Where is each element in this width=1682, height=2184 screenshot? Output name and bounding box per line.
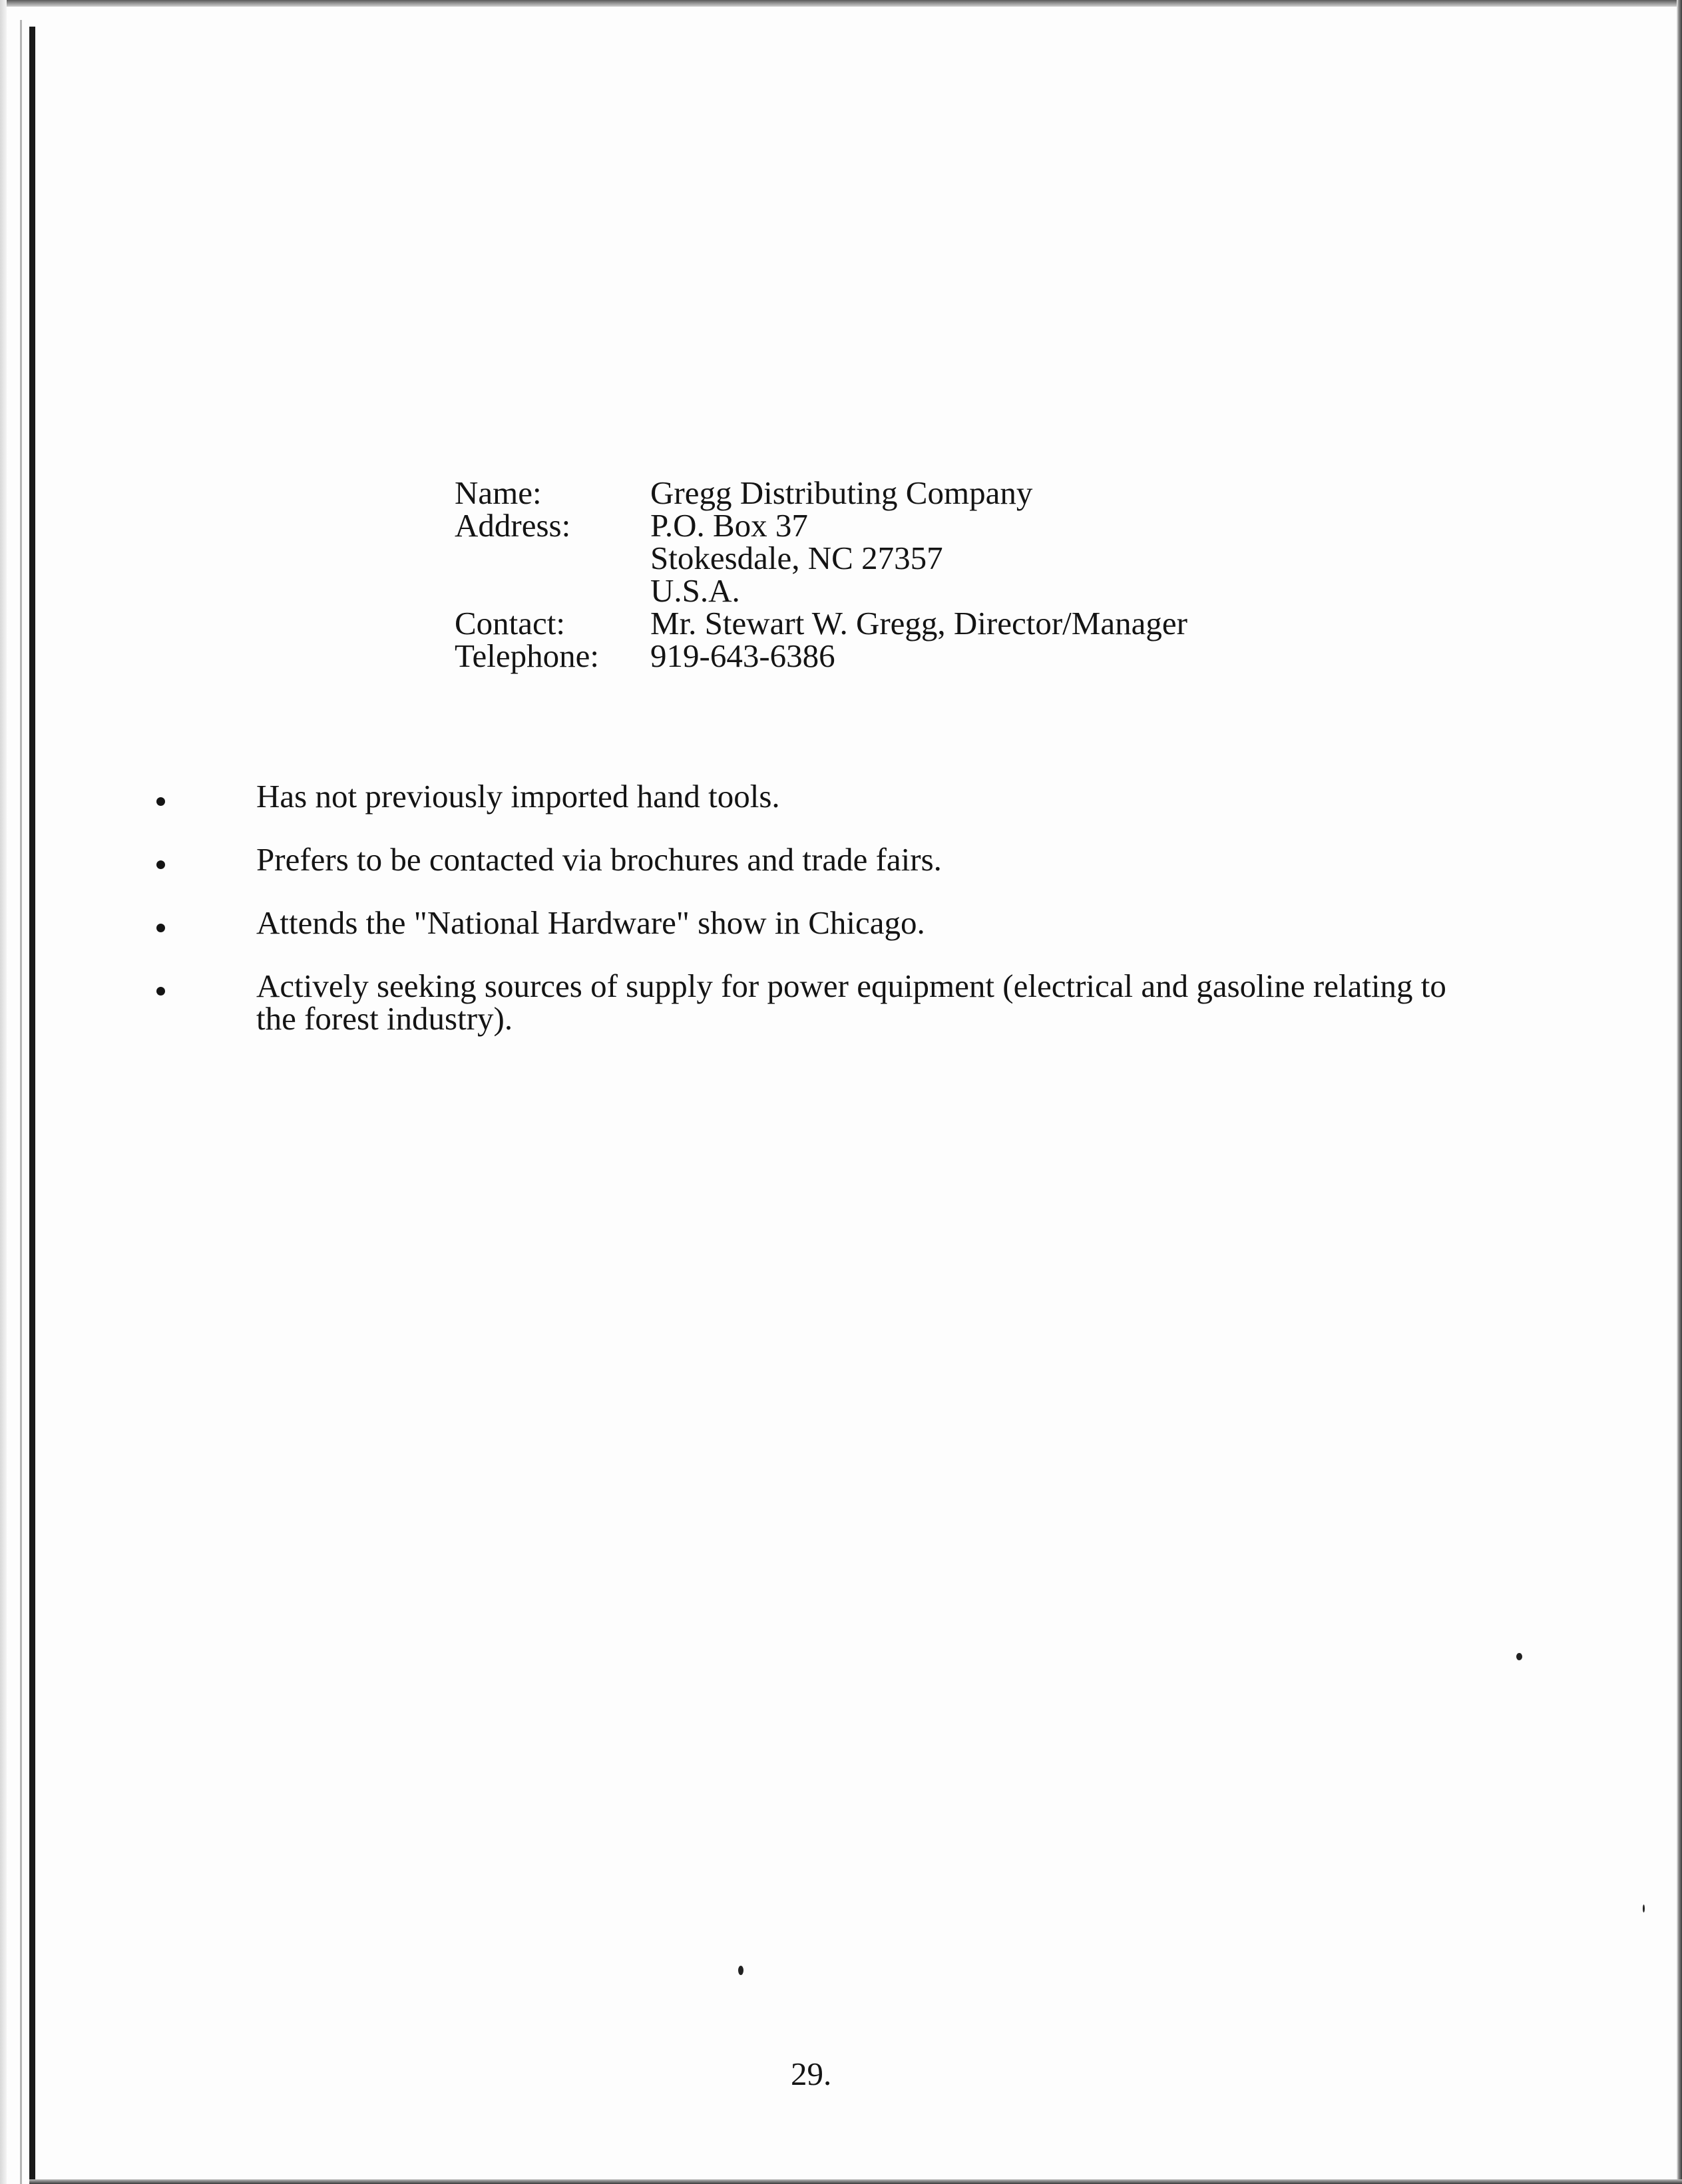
- list-item: [150, 843, 1481, 876]
- empty-label: [455, 542, 650, 574]
- list-item: [150, 970, 1481, 1035]
- scan-speck: [1643, 1905, 1645, 1912]
- scan-edge-top: [0, 0, 1682, 7]
- info-row-contact: [455, 607, 1187, 639]
- list-item: [150, 906, 1481, 939]
- info-row-address: [455, 509, 1187, 542]
- address-country: U.S.A.: [650, 572, 740, 609]
- scan-edge-right: [1677, 0, 1682, 2184]
- list-item-text: Has not previously imported hand tools.: [256, 778, 780, 815]
- info-row-name: [455, 476, 1187, 509]
- company-contact-card: [455, 476, 1187, 672]
- notes-bullet-list: [150, 780, 1481, 1065]
- address-line-1: P.O. Box 37: [650, 507, 808, 544]
- bullet-icon: [156, 797, 165, 806]
- binding-bar: [29, 27, 35, 2184]
- address-line-2: Stokesdale, NC 27357: [650, 540, 943, 576]
- list-item: [150, 780, 1481, 813]
- telephone-number: 919-643-6386: [650, 637, 835, 674]
- empty-label: [455, 574, 650, 607]
- contact-person: Mr. Stewart W. Gregg, Director/Manager: [650, 605, 1187, 641]
- bullet-icon: [156, 860, 165, 869]
- scan-speck: [1516, 1653, 1522, 1660]
- page-number: 29.: [791, 2056, 832, 2092]
- list-item-text: Actively seeking sources of supply for power equipment (electrical and gasoline relating to the forest industry).: [256, 968, 1446, 1037]
- scan-edge-bottom: [29, 2179, 1682, 2184]
- info-row-address-3: [455, 574, 1187, 607]
- bullet-icon: [156, 987, 165, 996]
- bullet-icon: [156, 924, 165, 932]
- scan-edge-left: [0, 0, 7, 2184]
- company-name: Gregg Distributing Company: [650, 474, 1033, 511]
- list-item-text: Prefers to be contacted via brochures and trade fairs.: [256, 841, 942, 878]
- contact-label: Contact:: [455, 605, 566, 641]
- info-row-address-2: [455, 542, 1187, 574]
- name-label: Name:: [455, 474, 542, 511]
- info-row-telephone: [455, 639, 1187, 672]
- binding-line: [20, 20, 22, 2184]
- telephone-label: Telephone:: [455, 637, 599, 674]
- list-item-text: Attends the "National Hardware" show in Chicago.: [256, 904, 925, 941]
- scan-speck: [738, 1966, 743, 1975]
- address-label: Address:: [455, 507, 571, 544]
